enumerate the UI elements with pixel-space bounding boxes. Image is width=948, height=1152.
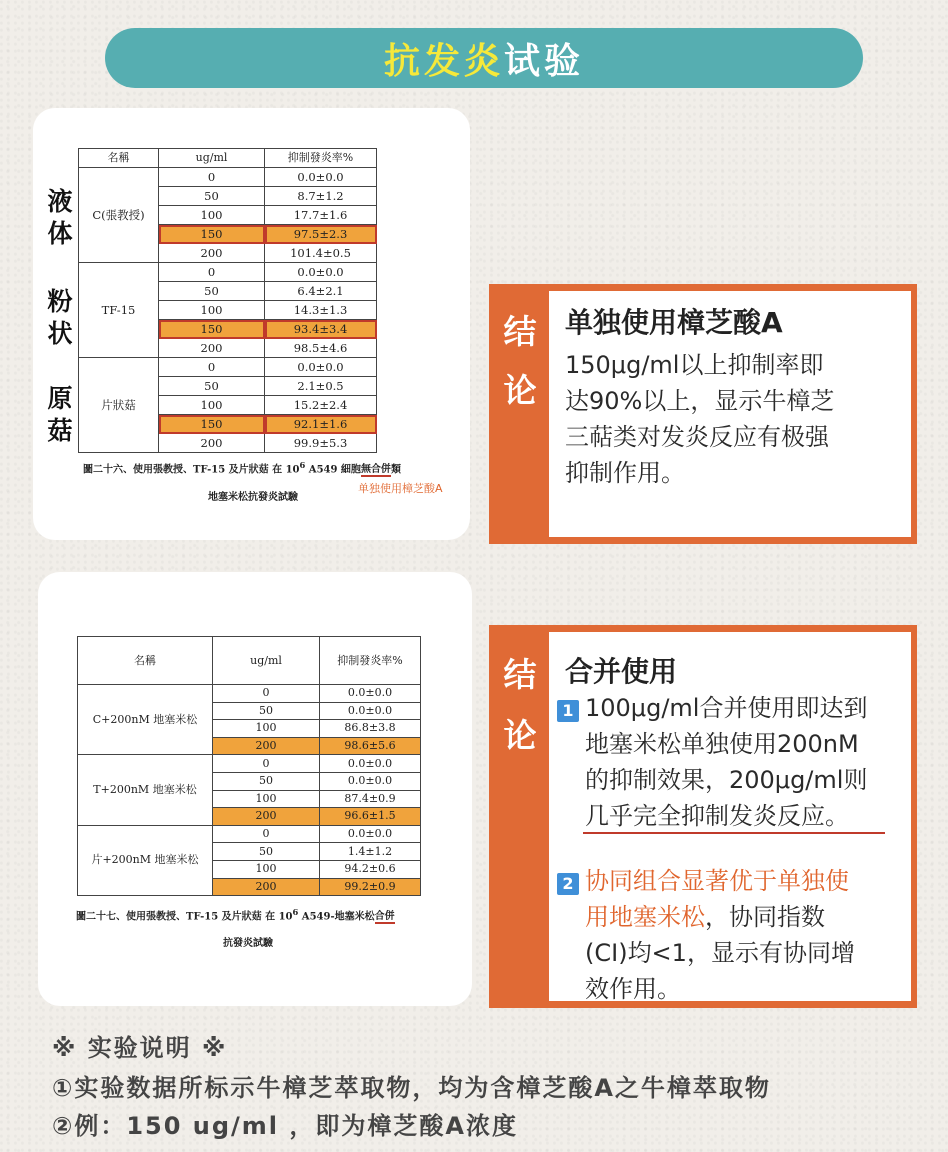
table2-header-name: 名稱 [78,637,213,685]
rate-cell: 17.7±1.6 [265,206,377,225]
rate-cell: 87.4±0.9 [320,790,421,808]
dose-cell: 50 [159,282,265,301]
notes-line2: ②例：150 ug/ml ，即为樟芝酸A浓度 [52,1112,518,1140]
table-row [79,263,377,282]
table-row [78,685,421,703]
notes-heading: ※ 实验说明 ※ [52,1034,228,1062]
rate-cell: 0.0±0.0 [320,755,421,773]
rate-cell: 0.0±0.0 [265,263,377,282]
dose-cell: 200 [213,878,320,896]
item1-number-badge: 1 [557,700,579,722]
dose-cell: 150 [159,415,265,434]
conclusion2-side: 结 论 [503,655,537,755]
side-label-liquid: 液体 [47,187,73,248]
rate-cell: 101.4±0.5 [265,244,377,263]
dose-cell: 0 [213,825,320,843]
title-highlight: 抗发炎 [383,40,504,82]
conclusion2-item2-text: 协同组合显著优于单独使 用地塞米松，协同指数 (CI)均<1，显示有协同增 效作用。 [585,867,855,1003]
dose-cell: 0 [159,168,265,187]
conclusion1-text: 150μg/ml以上抑制率即 达90%以上，显示牛樟芝 三萜类对发炎反应有极强 抑制作用。 [565,351,835,487]
conclusion2-item1-text: 100μg/ml合并使用即达到 地塞米松单独使用200nM 的抑制效果，200μg/ml则 几乎完全抑制发炎反应。 [585,694,868,830]
rate-cell: 99.9±5.3 [265,434,377,453]
table2-caption-line2: 抗發炎試驗 [223,938,273,949]
dose-cell: 50 [159,377,265,396]
conclusion1-box [489,284,917,544]
conclusion2-title: 合并使用 [565,655,678,688]
rate-cell: 2.1±0.5 [265,377,377,396]
dose-cell: 100 [213,790,320,808]
rate-cell: 8.7±1.2 [265,187,377,206]
dose-cell: 150 [159,320,265,339]
rate-cell: 0.0±0.0 [320,772,421,790]
table1-caption-line2: 地塞米松抗發炎試驗 [208,492,298,503]
title-rest: 试验 [504,40,585,82]
item1-underline [583,832,885,834]
table-row [78,825,421,843]
dose-cell: 100 [213,720,320,738]
table2 [77,636,421,896]
rate-cell: 99.2±0.9 [320,878,421,896]
rate-cell: 98.5±4.6 [265,339,377,358]
table2-caption-line1: 圖二十七、使用張教授、TF-15 及片狀菇 在 $10^6$ A549-地塞米松合併 [76,907,395,923]
dose-cell: 200 [213,808,320,826]
conclusion1-side: 结 论 [503,312,537,410]
table2-header-rate: 抑制發炎率% [320,637,421,685]
group-name-cell: 片狀菇 [79,358,159,453]
table-row [78,755,421,773]
rate-cell: 14.3±1.3 [265,301,377,320]
rate-cell: 97.5±2.3 [265,225,377,244]
group-name-cell: 片+200nM 地塞米松 [78,825,213,895]
rate-cell: 1.4±1.2 [320,843,421,861]
conclusion1-content [549,291,911,537]
table1 [78,148,377,453]
rate-cell: 92.1±1.6 [265,415,377,434]
rate-cell: 0.0±0.0 [320,702,421,720]
table1-card [33,108,470,540]
dose-cell: 200 [159,244,265,263]
dose-cell: 200 [213,737,320,755]
rate-cell: 98.6±5.6 [320,737,421,755]
conclusion1-title: 单独使用樟芝酸A [565,306,783,339]
dose-cell: 200 [159,339,265,358]
dose-cell: 100 [159,396,265,415]
rate-cell: 0.0±0.0 [320,685,421,703]
rate-cell: 96.6±1.5 [320,808,421,826]
dose-cell: 0 [159,358,265,377]
table1-caption-line1: 圖二十六、使用張教授、TF-15 及片狀菇 在 $10^6$ A549 細胞無合併類 [83,460,401,476]
notes-line1: ①实验数据所标示牛樟芝萃取物，均为含樟芝酸A之牛樟萃取物 [52,1074,771,1102]
rate-cell: 94.2±0.6 [320,860,421,878]
dose-cell: 50 [213,702,320,720]
table-row [79,358,377,377]
table1-header-rate: 抑制發炎率% [265,149,377,168]
rate-cell: 0.0±0.0 [265,358,377,377]
rate-cell: 0.0±0.0 [265,168,377,187]
conclusion2-box [489,625,917,1008]
dose-cell: 100 [159,301,265,320]
dose-cell: 100 [159,206,265,225]
dose-cell: 0 [159,263,265,282]
table1-header-dose: ug/ml [159,149,265,168]
dose-cell: 0 [213,755,320,773]
title-banner [105,28,863,88]
dose-cell: 50 [213,843,320,861]
conclusion2-content [549,632,911,1001]
dose-cell: 200 [159,434,265,453]
group-name-cell: TF-15 [79,263,159,358]
group-name-cell: C+200nM 地塞米松 [78,685,213,755]
side-label-raw: 原菇 [47,384,73,445]
table2-header-dose: ug/ml [213,637,320,685]
table1-orange-note: 单独使用樟芝酸A [358,482,443,495]
dose-cell: 50 [213,772,320,790]
group-name-cell: T+200nM 地塞米松 [78,755,213,825]
rate-cell: 93.4±3.4 [265,320,377,339]
dose-cell: 100 [213,860,320,878]
item2-number-badge: 2 [557,873,579,895]
dose-cell: 50 [159,187,265,206]
table1-header-name: 名稱 [79,149,159,168]
dose-cell: 150 [159,225,265,244]
rate-cell: 6.4±2.1 [265,282,377,301]
rate-cell: 15.2±2.4 [265,396,377,415]
group-name-cell: C(張教授) [79,168,159,263]
rate-cell: 0.0±0.0 [320,825,421,843]
table-row [79,168,377,187]
rate-cell: 86.8±3.8 [320,720,421,738]
table2-card [38,572,472,1006]
dose-cell: 0 [213,685,320,703]
side-label-powder: 粉状 [47,287,73,348]
